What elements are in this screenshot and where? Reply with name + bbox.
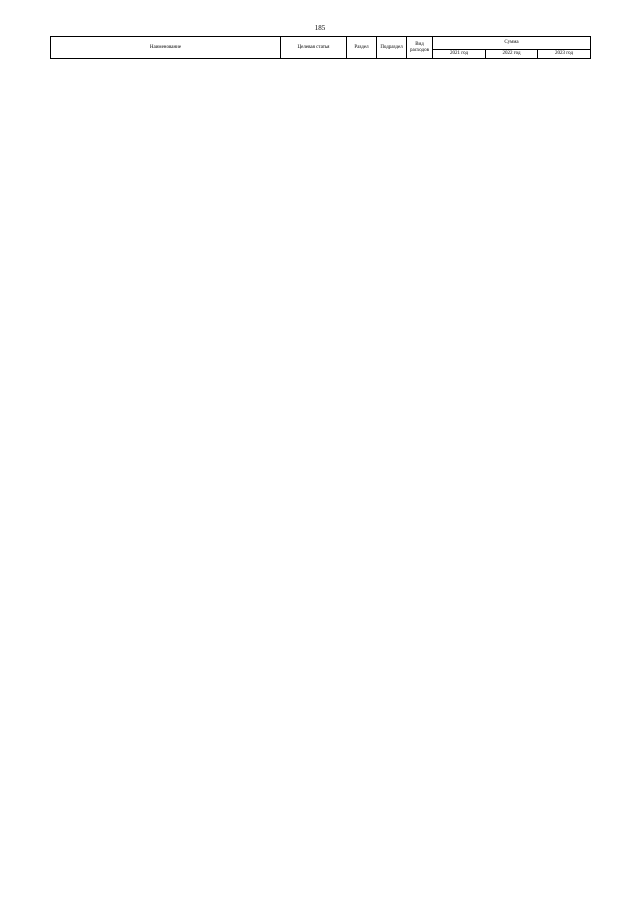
budget-table-sheet: [50, 36, 590, 59]
page-number: 185: [314, 24, 326, 32]
header-year-2021: 2021 год: [433, 50, 486, 59]
budget-table: [50, 36, 591, 59]
header-year-2023: 2023 год: [538, 50, 591, 59]
header-target-article: Целевая статья: [281, 37, 347, 59]
header-sum: Сумма: [433, 37, 591, 50]
header-year-2022: 2022 год: [486, 50, 538, 59]
header-name: Наименование: [51, 37, 281, 59]
header-expense-type: Вид расходов: [407, 37, 433, 59]
header-subsection: Подраздел: [377, 37, 407, 59]
header-section: Раздел: [347, 37, 377, 59]
